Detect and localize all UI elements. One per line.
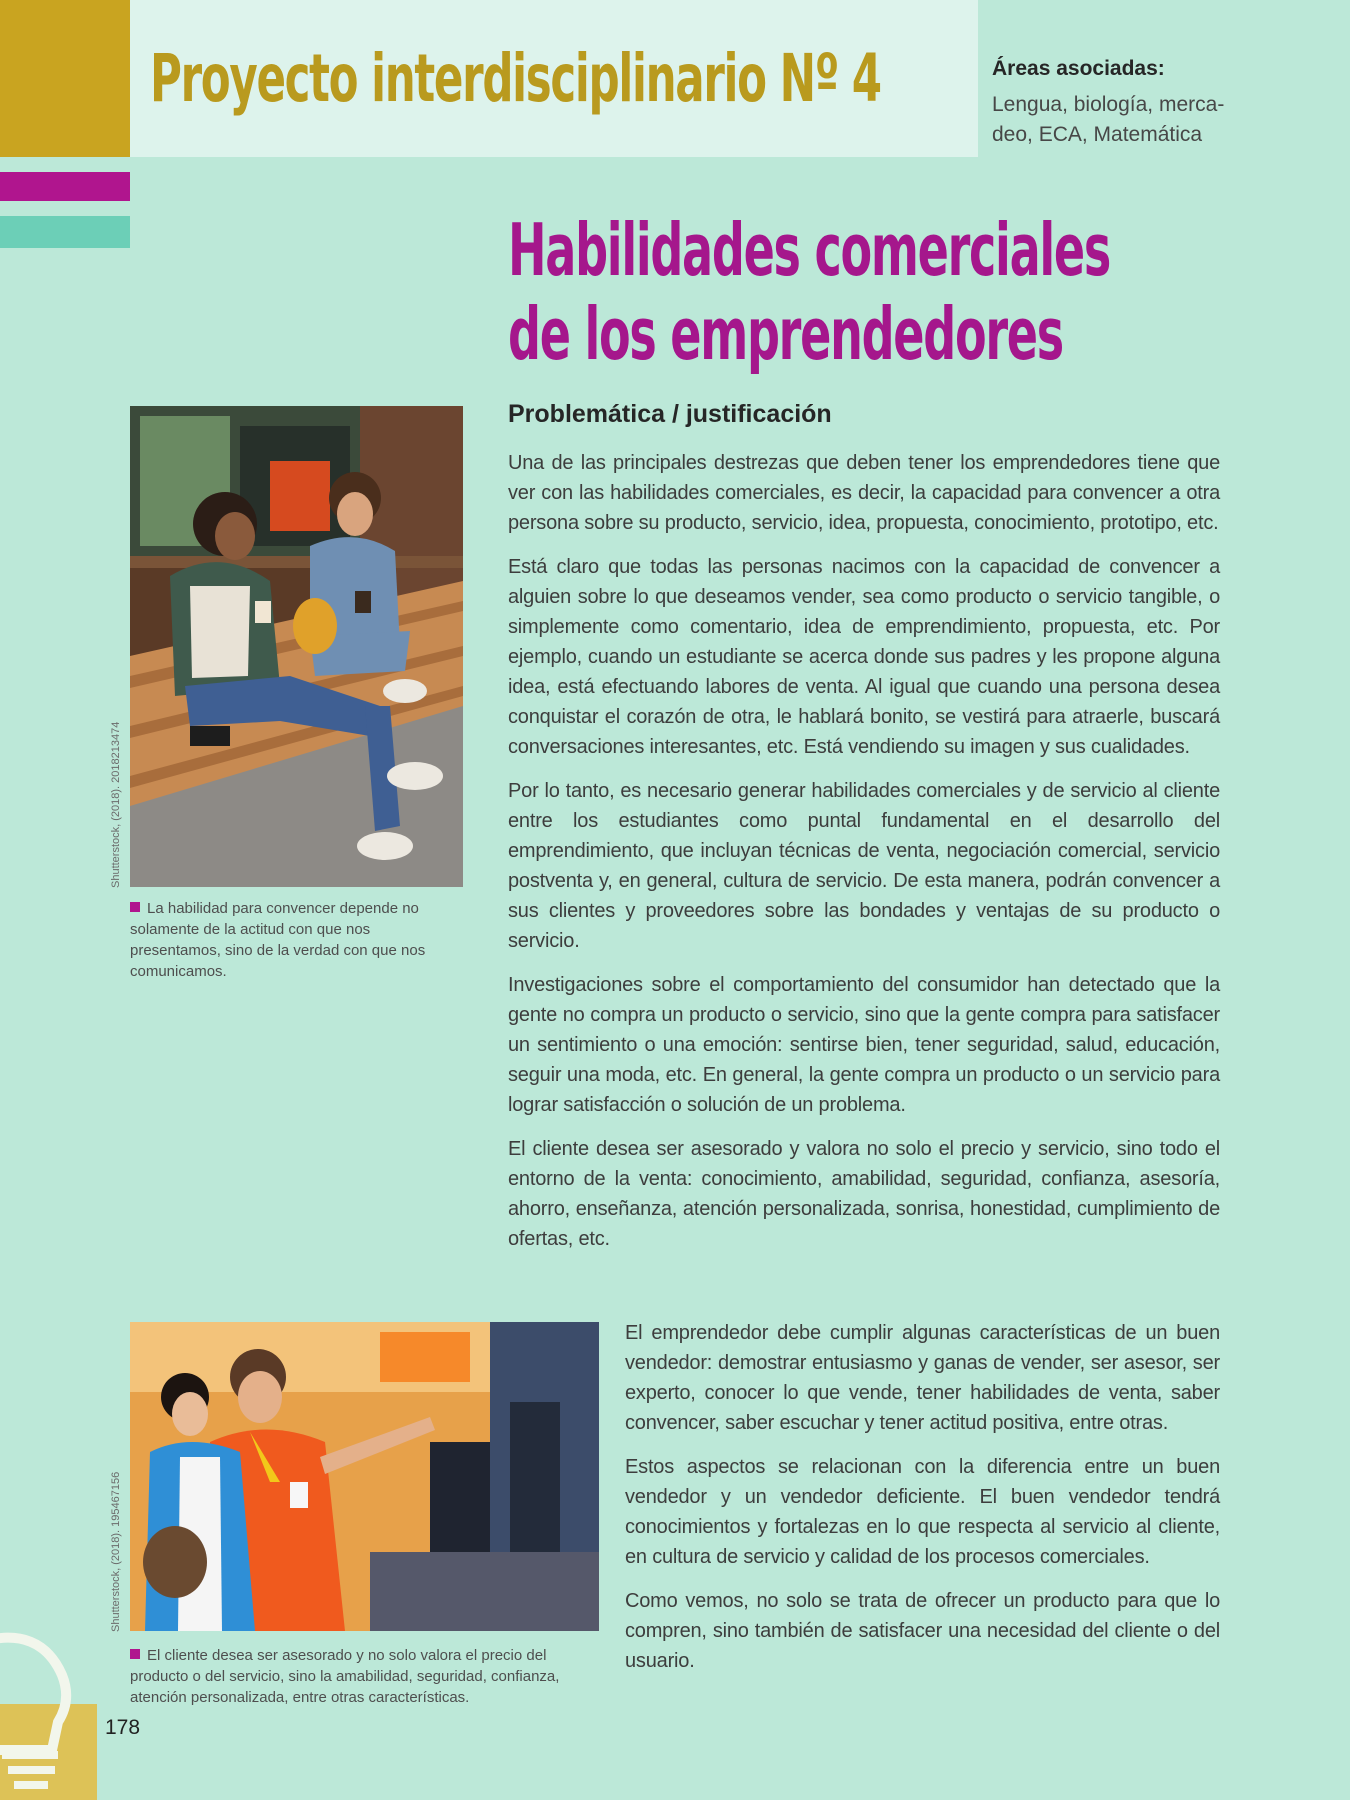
page-title-line-1: Habilidades comerciales: [508, 208, 1111, 292]
photo-credit-1: Shutterstock, (2018). 2018213474: [110, 721, 122, 888]
paragraph-3: Por lo tanto, es necesario generar habilidades comerciales y de servicio al cliente entre los estudiantes como puntal fundamental en el desarrollo del emprendimiento, que incluyan técnicas de venta, negociación comercial, servicio postventa y, en general, cultura de servicio. De esta manera, podrán convencer a sus clientes y proveedores sobre las bondades y ventajas de su producto o servicio.: [508, 780, 1220, 952]
photo-two-people-talking: [130, 406, 463, 887]
photo-caption-2: [130, 1645, 600, 1708]
paragraph-5: El cliente desea ser asesorado y valora no solo el precio y servicio, sino todo el entorno de la venta: conocimiento, amabilidad, seguridad, confianza, asesoría, ahorro, enseñanza, atención personalizada, sonrisa, honestidad, cumplimiento de ofertas, etc.: [508, 1138, 1220, 1250]
square-bullet-icon: [130, 1649, 140, 1659]
page-number: 178: [105, 1716, 141, 1739]
section-heading: Problemática / justificación: [508, 400, 832, 428]
accent-bar-magenta: [0, 172, 130, 201]
body-text-main: [508, 448, 1220, 1268]
project-title: Proyecto interdisciplinario Nº 4: [150, 40, 881, 117]
photo-caption-1: [130, 898, 440, 982]
accent-bar-teal: [0, 216, 130, 248]
page-title: [508, 208, 1110, 376]
photo-caption-1-text: La habilidad para convencer depende no solamente de la actitud con que nos presentamos, sino de la verdad con que nos comunicamos.: [130, 900, 426, 980]
body-text-wrap: [625, 1318, 1220, 1690]
paragraph-1: Una de las principales destrezas que deben tener los emprendedores tiene que ver con las habilidades comerciales, es decir, la capacidad para convencer a otra persona sobre su producto, servicio, idea, propuesta, conocimiento, prototipo, etc.: [508, 452, 1220, 534]
paragraph-6: El emprendedor debe cumplir algunas características de un buen vendedor: demostrar entusiasmo y ganas de vender, ser asesor, ser experto, conocer lo que vende, tener habilidades de venta, saber convencer, saber escuchar y tener actitud positiva, entre otras.: [625, 1322, 1220, 1434]
photo-salesperson-with-client: [130, 1322, 599, 1631]
photo-credit-2: Shutterstock, (2018). 195467156: [110, 1471, 122, 1632]
lightbulb-icon: [0, 1630, 100, 1800]
accent-bar-gold: [0, 0, 130, 157]
paragraph-8: Como vemos, no solo se trata de ofrecer un producto para que lo compren, sino también de satisfacer una necesidad del cliente o del usuario.: [625, 1590, 1220, 1672]
paragraph-2: Está claro que todas las personas nacimos con la capacidad de convencer a alguien sobre lo que deseamos vender, sea como producto o servicio tangible, o simplemente como comentario, idea de emprendimiento, propuesta, etc. Por ejemplo, cuando un estudiante se acerca donde sus padres y les propone alguna idea, está efectuando labores de venta. Al igual que cuando una persona desea conquistar el corazón de otra, le hablará bonito, se vestirá para atraerle, buscará conversaciones interesantes, etc. Está vendiendo su imagen y sus cualidades.: [508, 556, 1220, 758]
paragraph-4: Investigaciones sobre el comportamiento del consumidor han detectado que la gente no compra un producto o servicio, sino que la gente compra para satisfacer un sentimiento o una emoción: sentirse bien, tener seguridad, salud, educación, seguir una moda, etc. En general, la gente compra un producto o un servicio para lograr satisfacción o solución de un problema.: [508, 974, 1220, 1116]
associated-areas: [992, 54, 1232, 150]
photo-caption-2-text: El cliente desea ser asesorado y no solo valora el precio del producto o del servicio, sino la amabilidad, seguridad, confianza, atención personalizada, entre otras características.: [130, 1647, 560, 1706]
square-bullet-icon: [130, 902, 140, 912]
areas-list: Lengua, biología, merca-deo, ECA, Matemática: [992, 93, 1225, 146]
areas-heading: Áreas asociadas:: [992, 57, 1165, 80]
paragraph-7: Estos aspectos se relacionan con la diferencia entre un buen vendedor y un vendedor deficiente. El buen vendedor tendrá conocimientos y fortalezas en lo que respecta al servicio al cliente, en cultura de servicio y calidad de los procesos comerciales.: [625, 1456, 1220, 1568]
page-title-line-2: de los emprendedores: [508, 292, 1063, 376]
